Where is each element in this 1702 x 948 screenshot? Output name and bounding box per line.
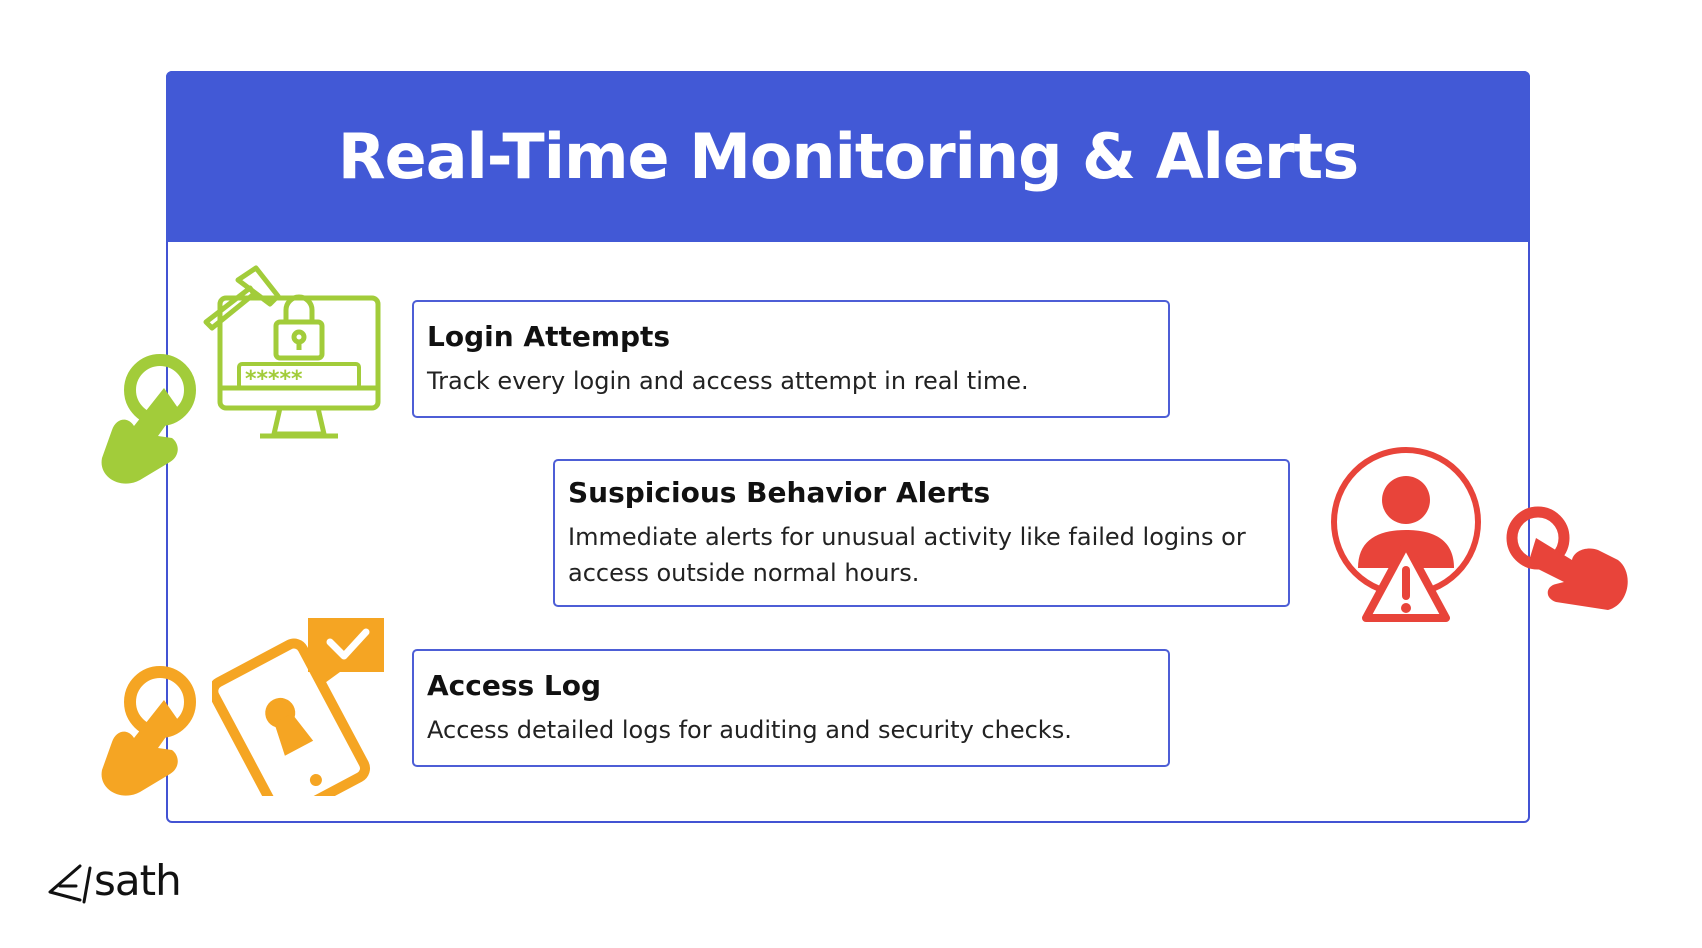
- svg-text:*****: *****: [245, 367, 303, 392]
- access-log-description: Access detailed logs for auditing and security checks.: [427, 716, 1072, 744]
- brand-logo-text: sath: [94, 856, 181, 905]
- header-banner: [166, 71, 1530, 242]
- login-attempts-description: Track every login and access attempt in real time.: [427, 367, 1029, 395]
- phone-keyhole-check-icon: [212, 612, 390, 796]
- page-title: Real-Time Monitoring & Alerts: [337, 120, 1359, 193]
- pointing-hand-icon: [98, 664, 198, 800]
- access-log-card: [412, 649, 1170, 767]
- suspicious-behavior-title: Suspicious Behavior Alerts: [568, 476, 991, 509]
- login-attempts-title: Login Attempts: [427, 320, 671, 353]
- access-log-title: Access Log: [427, 669, 602, 702]
- user-warning-icon: [1328, 444, 1484, 628]
- suspicious-behavior-card: [553, 459, 1290, 607]
- suspicious-behavior-description: Immediate alerts for unusual activity like failed logins or access outside normal hours.: [568, 523, 1246, 587]
- computer-password-lock-icon: [200, 262, 386, 442]
- login-attempts-card: [412, 300, 1170, 418]
- pointing-hand-icon: [1500, 506, 1632, 614]
- pointing-hand-icon: [98, 352, 198, 488]
